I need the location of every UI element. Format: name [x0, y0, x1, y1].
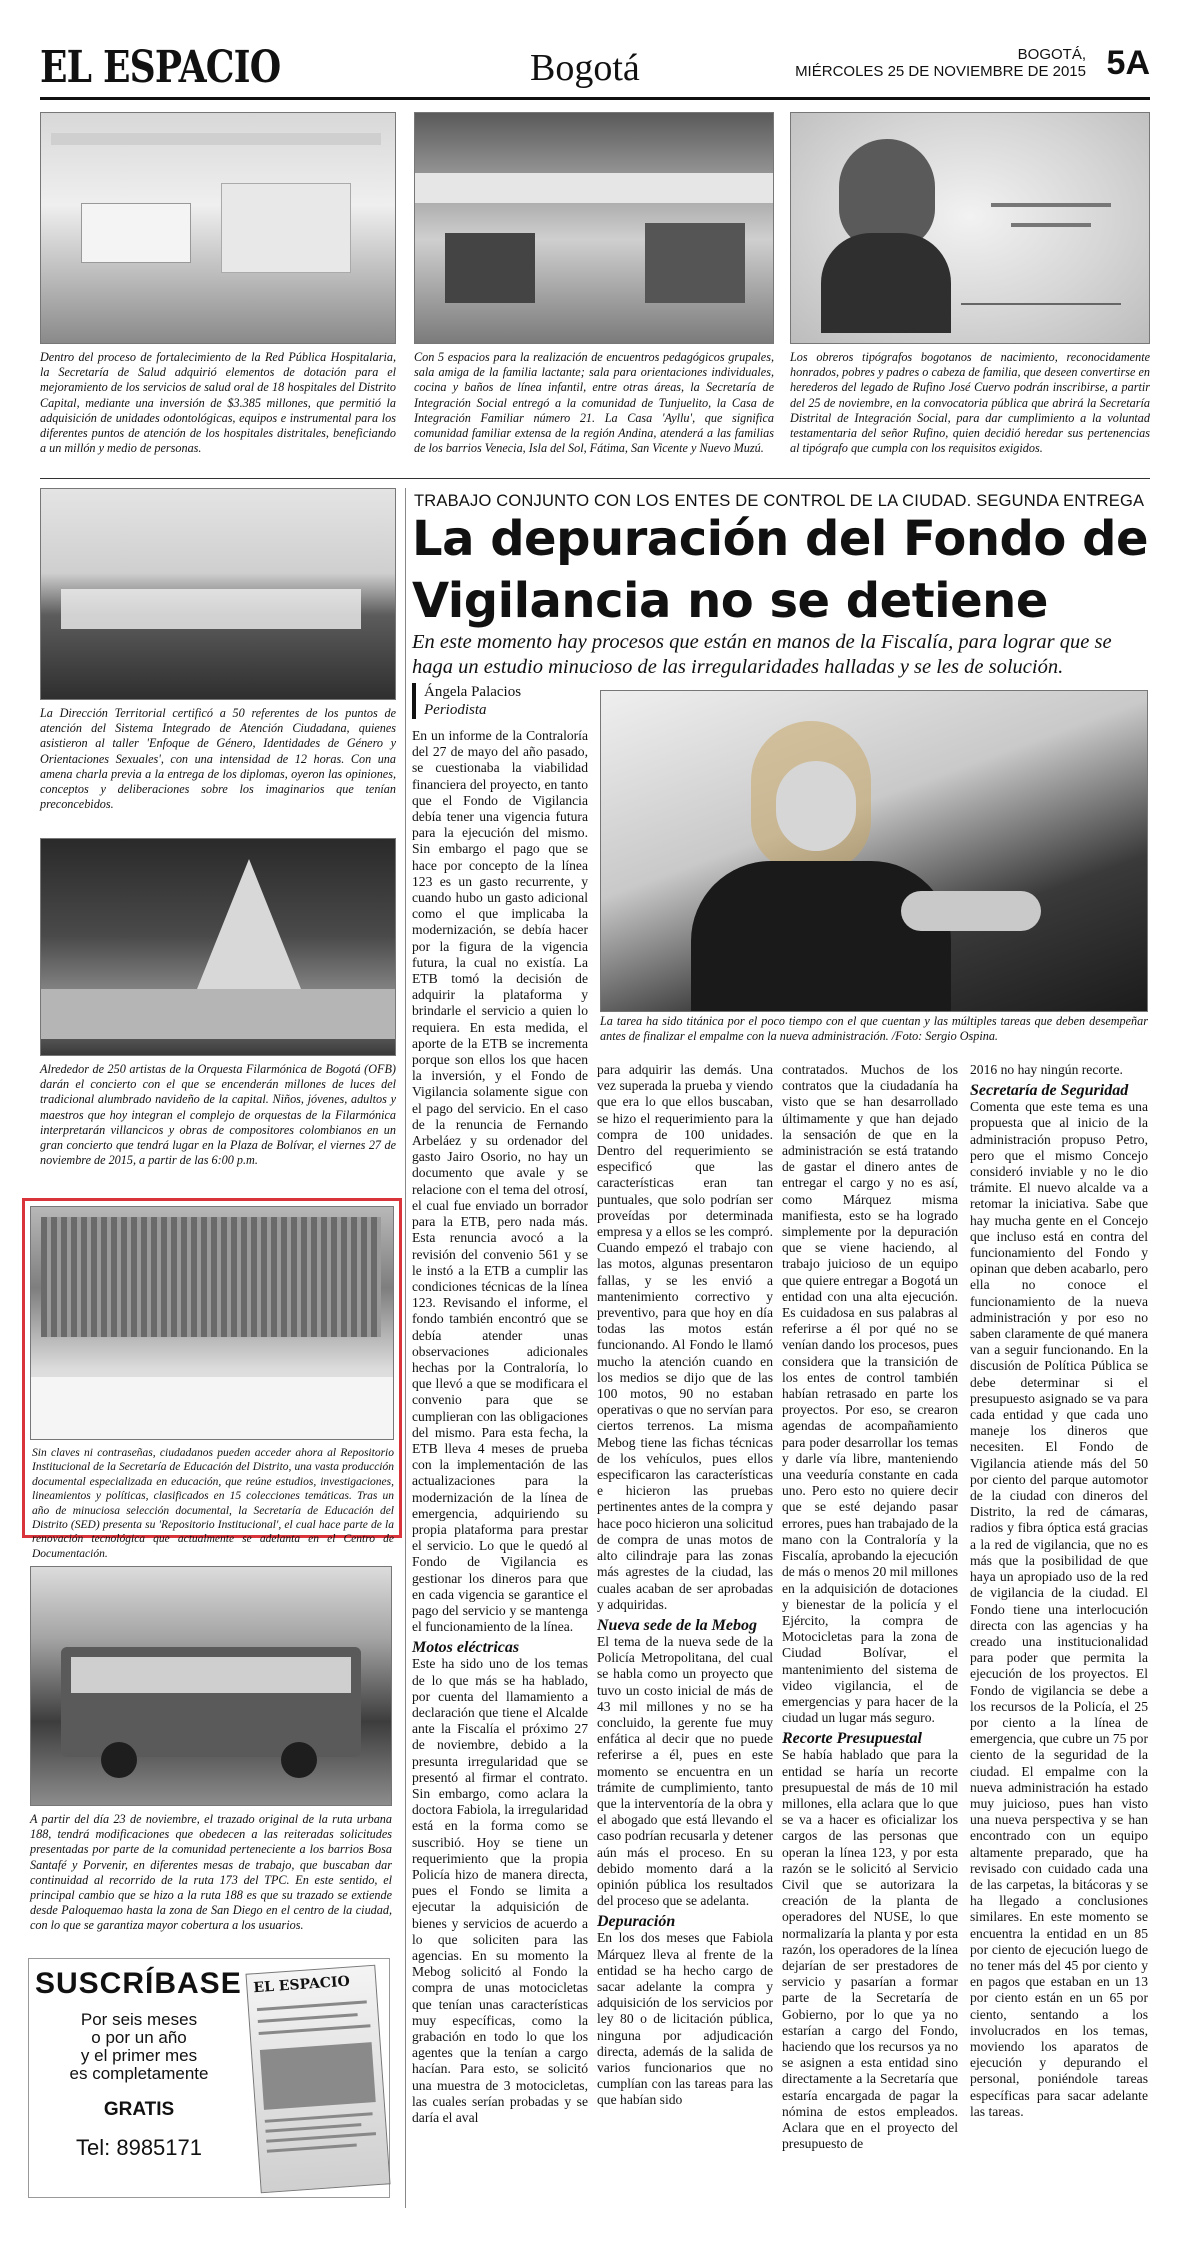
headline-line: Vigilancia no se detiene: [412, 573, 1048, 629]
subheading-mebog-headquarters: Nueva sede de la Mebog: [597, 1616, 757, 1634]
ad-line: es completamente: [69, 2064, 209, 2083]
dateline-city: BOGOTÁ,: [1017, 46, 1086, 63]
orchestra-caption: Alrededor de 250 artistas de la Orquesta Filarmónica de Bogotá (OFB) darán el concierto con el que se encenderán millones de luces del tradicional alumbrado navideño de la capital. Niños, jóvenes, adultos y maestros que hoy integran el complejo de orquestas de la Filarmónica interpretarán villancicos y obras de compositores colombianos en un gran concierto que tendrá lugar en la Plaza de Bolívar, el viernes 27 de noviembre de 2015, a partir de las 6:00 p.m.: [40, 1062, 396, 1168]
subheading-security-secretariat: Secretaría de Seguridad: [970, 1082, 1129, 1100]
gender-workshop-photo: [40, 488, 396, 700]
subheading-budget-cut: Recorte Presupuestal: [782, 1730, 922, 1748]
bus-route-caption: A partir del día 23 de noviembre, el trazado original de la ruta urbana 188, tendrá modificaciones que obedecen a las reiteradas solicitudes presentadas por parte de la comunidad perteneciente a los barrios Bosa Santafé y Porvenir, en diferentes mesas de trabajo, que buscaban dar continuidad al recorrido de la ruta 173 del TPC. En este sentido, el principal cambio que se hizo a la ruta 188 es que su trazado se extiende desde Paloquemao hasta la zona de San Diego en el centro de la ciudad, con lo que se garantiza mayor cobertura a los usuarios.: [30, 1812, 392, 1933]
cuervo-caption: Los obreros tipógrafos bogotanos de nacimiento, reconocidamente honrados, pobres y padres o cabeza de familia, que deseen convertirse en herederos del legado de Rufino José Cuervo podrán inscribirse, a partir del 25 de noviembre, en la convocatoria pública que abrirá la Secretaría Distrital de Integración Social, para dar cumplimiento a la voluntad testamentaria del señor Rufino, quien decidió heredar sus pertenencias al tipógrafo que cumpla con los requisitos exigidos.: [790, 350, 1150, 456]
column-divider: [405, 488, 406, 2208]
section-title: Bogotá: [530, 47, 640, 89]
article-column-4: [970, 1062, 1148, 2120]
christmas-tree-photo: [40, 838, 396, 1056]
hospital-photo: [40, 112, 396, 344]
dateline: [795, 46, 1086, 80]
article-paragraph: Este ha sido uno de los temas de lo que más se ha hablado, por cuenta del llamamiento a declaración que tiene el Alcalde ante la Fiscalía el próximo 27 de noviembre, debido a la presunta irregularidad que se presentó al firmar el contrato. Sin embargo, como aclara la doctora Fabiola, la irregularidad está en la forma como se suscribió. Hoy se tiene un requerimiento que la propia Policía hizo de manera directa, pues el Fondo se limita a ejecutar la adquisición de bienes y servicios de acuerdo a lo que soliciten para las agencias. En su momento la Mebog solicitó al Fondo la compra de unas motocicletas que tenían unas características muy específicas, como la grabación en todo lo que los agentes que la tenían a cargo hacían. Para esto, se solicitó una muestra de 3 motocicletas, las cuales serían probadas y se daría el aval: [412, 1656, 588, 2126]
library-photo: [30, 1206, 394, 1440]
gender-workshop-caption: La Dirección Territorial certificó a 50 referentes de los puntos de atención del Sistema Integrado de Atención Ciudadana, quienes asistieron al taller 'Enfoque de Género, Identidades de Género y Orientaciones Sexuales', con una intensidad de 12 horas. Con una amena charla previa a la entrega de los diplomas, oyeron las opiniones, conceptos y deliberaciones sobre los imaginarios que tenían preconcebidos.: [40, 706, 396, 812]
hospital-caption: Dentro del proceso de fortalecimiento de la Red Pública Hospitalaria, la Secretaría de Salud adquirió elementos de dotación para el mejoramiento de los servicios de salud oral de 18 hospitales del Distrito Capital, mediante una inversión de $3.385 millones, que permitió la adquisición de unidades odontológicas, equipos e instrumental para los diferentes puntos de atención de los hospitales distritales, beneficiando a un millón y medio de personas.: [40, 350, 396, 456]
ad-title: SUSCRÍBASE: [35, 1967, 242, 2000]
article-paragraph: Se había hablado que para la entidad se haría un recorte presupuestal de más de 10 mil millones, ella aclara que lo que se va a hacer es oficializar los cargos de las personas que operan la línea 123, y por esta razón se le solicitó al Servicio Civil que se autorizara la creación de la planta de operadores del NUSE, lo que normalizaría la planta y por esta razón, los operadores de la línea dejarían de ser prestadores de servicio y pasarían a formar parte de la Secretaría de Gobierno, por lo que ya no estarían a cargo del Fondo, haciendo que los recursos ya no se asignen a esta entidad sino directamente a la Secretaría que estaría encargada de pagar la nómina de estos empleados. Aclara que en el proyecto del presupuesto de: [782, 1747, 958, 2152]
article-column-1: [412, 728, 588, 2126]
official-interview-caption: La tarea ha sido titánica por el poco tiempo con el que cuentan y las múltiples tareas que deben desempeñar antes de finalizar el empalme con la nueva administración. /Foto: Sergio Ospina.: [600, 1014, 1148, 1044]
bus-photo: [30, 1566, 392, 1806]
byline: [412, 683, 521, 719]
subheading-depuration: Depuración: [597, 1913, 676, 1931]
subscription-ad[interactable]: [28, 1958, 390, 2198]
article-paragraph: contratados. Muchos de los contratos que la ciudadanía ha visto que se han desarrollado últimamente y que han dejado la sensación de que en la administración se está tratando de gastar el dinero antes de entregar el cargo y no es así, como Márquez misma manifiesta, esto se ha logrado simplemente por la depuración que se viene haciendo, al trabajo juicioso de un equipo que quiere entregar a Bogotá un entidad con una alta ejecución. Es cuidadosa en sus palabras al referirse a él por qué no se venían dando los procesos, pues considera que la transición de los entes de control también habían retrasado en parte los proyectos. Por eso, se crearon agendas de acompañamiento para poder desarrollar los temas y darle vía libre, manteniendo una veeduría constante en cada uno. Pero esto no quiere decir que se esté dejando pasar errores, pues han trabajado de la mano con la Contraloría y la Fiscalía, aprobando la ejecución de más o menos 20 mil millones en la adquisición de dotaciones y bienestar de la policía y el Ejército, la compra de Motocicletas para la zona de Ciudad Bolívar, el mantenimiento del sistema de video vigilancia, el de emergencias y para hacer de la ciudad un lugar más seguro.: [782, 1062, 958, 1726]
article-paragraph: En los dos meses que Fabiola Márquez lleva al frente de la entidad se ha hecho cargo de sacar adelante la compra y adquisición de los servicios por ley 80 o de licitación pública, ninguna por adjudicación directa, además de la salida de varios funcionarios que no cumplían con las tareas para las que habían sido: [597, 1930, 773, 2108]
integration-house-caption: Con 5 espacios para la realización de encuentros pedagógicos grupales, sala amiga de la familia lactante; sala para orientaciones individuales, cocina y baños de línea infantil, entre otras áreas, la Secretaría de Integración Social entregó a la comunidad de Tunjuelito, la Casa de Integración Familiar número 21. La Casa 'Ayllu', que significa comunidad familiar extensa de la región Andina, atenderá a las familias de los barrios Venecia, Isla del Sol, Fátima, San Vicente y Nuevo Muzú.: [414, 350, 774, 456]
masthead: [40, 40, 1150, 100]
integration-house-photo: [414, 112, 774, 344]
author-name: Ángela Palacios: [424, 684, 522, 700]
newspaper-logo: EL ESPACIO: [40, 42, 281, 93]
ad-body: [39, 2011, 239, 2083]
article-paragraph: 2016 no hay ningún recorte.: [970, 1062, 1123, 1077]
article-column-2: [597, 1062, 773, 2109]
ad-line: Por seis meses: [80, 2010, 198, 2029]
page-number: 5A: [1106, 44, 1150, 82]
author-role: Periodista: [424, 702, 487, 718]
ad-line: y el primer mes: [80, 2046, 198, 2065]
subheading-electric-motorcycles: Motos eléctricas: [412, 1639, 520, 1657]
ad-line: o por un año: [91, 2028, 187, 2047]
cuervo-portrait-photo: [790, 112, 1150, 344]
section-divider: [40, 478, 1150, 479]
repository-caption: Sin claves ni contraseñas, ciudadanos pueden acceder ahora al Repositorio Institucional de la Secretaría de Educación del Distrito, una vasta producción documental especializada en educación, que reúne estudios, investigaciones, lineamientos y políticas, clasificados en 15 colecciones temáticas. Tras un año de minuciosa selección documental, la Secretaría de Educación del Distrito (SED) presenta su 'Repositorio Institucional', el cual hace parte de la renovación tecnológica que actualmente se adelanta en el Centro de Documentación.: [32, 1447, 394, 1560]
article-kicker: TRABAJO CONJUNTO CON LOS ENTES DE CONTROL DE LA CIUDAD. SEGUNDA ENTREGA: [414, 492, 1145, 510]
article-paragraph: Comenta que este tema es una propuesta que al inicio de la administración propuso Petro, pero que el mismo Concejo consideró inviable y no le dio trámite. El nuevo alcalde va a retomar la iniciativa. Sabe que hay mucha gente en el Concejo que incluso está en contra del funcionamiento del Fondo y opinan que deben acabarlo, pero ella no conoce el funcionamiento de la nueva administración y por eso no saben claramente de qué manera van a seguir funcionando. En la discusión de Política Pública se debe determinar si el presupuesto asignado se va para cada entidad y que cada uno maneje los dineros que necesiten. El Fondo de Vigilancia atiende más del 50 por ciento del parque automotor de la ciudad con dineros del Distrito, la red de cámaras, radios y fibra óptica está gracias a la red de vigilancia, que no es más que la posibilidad de que haya un apropiado uso de la red de vigilancia de la ciudad. El Fondo tiene una interlocución directa con las agencias y ha creado una institucionalidad para poder que permita la ejecución de los proyectos. El Fondo de vigilancia se debe a los recursos de la Policía, el 25 por ciento a la línea de emergencia, que cubre un 75 por ciento de la seguridad de la ciudad. El empalme con la nueva administración ha estado muy juicioso, pues han visto una nueva perspectiva y se han encontrado con un equipo altamente preparado, que ha revisado con cuidado cada una de las carpetas, la bitácoras y se ha llegado a conclusiones similares. En este momento se encuentra la entidad en un 85 por ciento de ejecución luego de no tener más del 45 por ciento y en pagos que estaban en un 13 por ciento están en un 65 por ciento, sentando a los involucrados en los temas, moviendo los aparatos de ejecución y depurando el personal, poniéndole tareas específicas para sacar adelante las tareas.: [970, 1099, 1148, 2119]
headline-line: La depuración del Fondo de: [412, 511, 1148, 567]
article-paragraph: El tema de la nueva sede de la Policía Metropolitana, del cual se habla como un proyecto que tuvo un costo inicial de más de 43 mil millones y no se ha concluido, la gerente fue muy enfática al decir que no puede referirse a él, pues en este momento se encuentra en un trámite de cumplimiento, tanto que la interventoría de la obra y el abogado que está llevando el caso podrían recusarla y detener aún más el proceso. En su debido momento dará a la opinión pública los resultados del proceso que se adelanta.: [597, 1633, 773, 1909]
newspaper-thumbnail: [245, 1965, 390, 2194]
official-interview-photo: [600, 690, 1148, 1012]
ad-phone[interactable]: Tel: 8985171: [76, 2135, 202, 2160]
dateline-date: MIÉRCOLES 25 DE NOVIEMBRE DE 2015: [795, 63, 1086, 80]
ad-free-label: GRATIS: [103, 2099, 175, 2120]
article-deck: En este momento hay procesos que están en manos de la Fiscalía, para lograr que se haga un estudio minucioso de las irregularidades halladas y se les de solución.: [412, 631, 1112, 678]
article-column-3: [782, 1062, 958, 2152]
article-headline: [412, 508, 1152, 632]
article-paragraph: para adquirir las demás. Una vez superada la prueba y viendo que era lo que ellos buscaban, se hizo el requerimiento para la compra de 100 unidades. Dentro del requerimiento se especificó que las características eran tan puntuales, que solo podrían ser proveídas por determinada empresa y a ellos se les compró. Cuando empezó el trabajo con las motos, algunas presentaron fallas, y se les envió a mantenimiento correctivo y preventivo, para que hoy en día todas las motos están funcionando. Al Fondo le llamó mucho la atención cuando en los medios se dijo que de las 100 motos, 90 no estaban operativas o que no servían para ciertos terrenos. La misma Mebog tiene las fichas técnicas de los vehículos, pues ellos especificaron las características e hicieron las pruebas pertinentes antes de la compra y hace poco hicieron una solicitud de compra de unas motos de alto cilindraje para las zonas más agrestes de la ciudad, las cuales acaban de ser aprobadas y adquiridas.: [597, 1062, 773, 1612]
article-paragraph: En un informe de la Contraloría del 27 de mayo del año pasado, se cuestionaba la viabilidad financiera del proyecto, en tanto que el Fondo de Vigilancia debía tener una vigencia futura para la ejecución del mismo. Sin embargo el pago que se hace por concepto de la línea 123 es un gasto recurrente, y cuando hubo un gasto adicional como el que implicaba la modernización, se debía hacer por la figura de la vigencia futura, la cual no existía. La ETB tomó la decisión de adquirir la plataforma y brindarle el servicio a quien lo requiera. En esta medida, el aporte de la ETB se incrementa porque son ellos los que hacen la inversión, y el Fondo de Vigilancia solamente sigue con el pago del servicio. En el caso de la renuncia de Fernando Arbeláez y su ordenador del gasto Jairo Osorio, no hay un documento que avale y se relacione con el tema del otrosí, el cual fue enviado un borrador para la ETB, pero nada más. Esta renuncia avocó a la revisión del convenio 561 y se le instó a la ETB a cumplir las condiciones técnicas de la línea 123. Revisando el informe, el fondo también encontró que se debía atender unas observaciones adicionales hechas por la Contraloría, lo que llevó a que se modificara el convenio para que se cumplieran con las obligaciones del mismo. Para esta fecha, la ETB lleva 4 meses de prueba con la implementación de las actualizaciones para la modernización de la línea de emergencia, adquiriendo su propia plataforma para prestar el servicio. Lo que le quedó al Fondo de Vigilancia es gestionar los dineros para que en cada vigencia se garantice el pago del servicio y se mantenga el funcionamiento de la línea.: [412, 728, 588, 1635]
newspaper-thumbnail-logo: EL ESPACIO: [252, 1973, 351, 1997]
